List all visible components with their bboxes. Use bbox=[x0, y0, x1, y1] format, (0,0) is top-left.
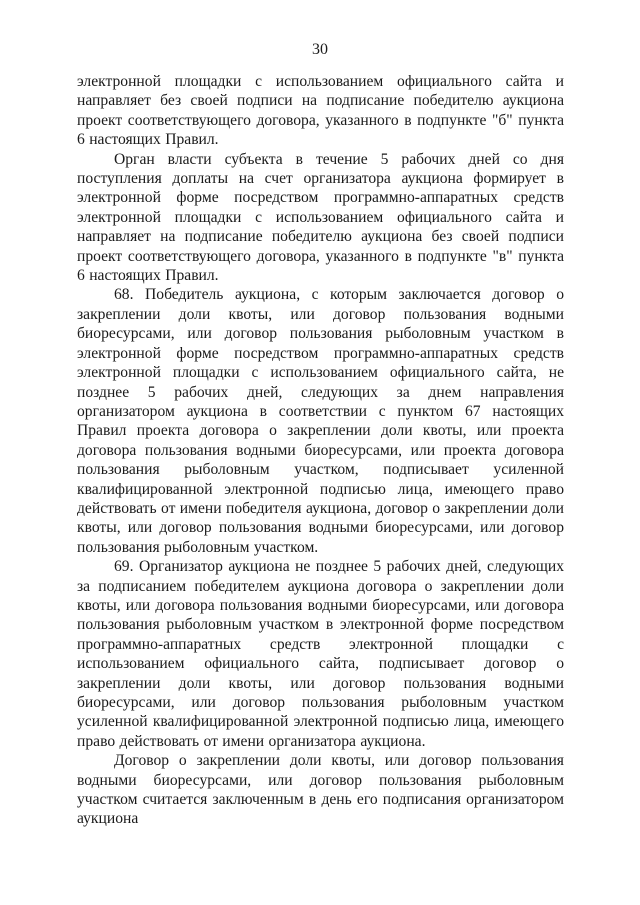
page-number: 30 bbox=[312, 41, 328, 58]
paragraph-clause-68: 68. Победитель аукциона, с которым заключается договор о закреплении доли квоты, или договор пользования водными биоресурсами, или договор пользования рыболовным участком в электронной форме посредством программно-аппаратных средств электронной площадки с использованием официального сайта, не позднее 5 рабочих дней, следующих за днем направления организатором аукциона в соответствии с пунктом 67 настоящих Правил проекта договора о закреплении доли квоты, или проекта договора пользования водными биоресурсами, или проекта договора пользования рыболовным участком, подписывает усиленной квалифицированной электронной подписью лица, имеющего право действовать от имени победителя аукциона, договор о закреплении доли квоты, или договор пользования водными биоресурсами, или договор пользования рыболовным участком. bbox=[77, 286, 565, 556]
paragraph-clause-69: 69. Организатор аукциона не позднее 5 рабочих дней, следующих за подписанием победителем аукциона договора о закреплении доли квоты, или договора пользования водными биоресурсами, или договора пользования рыболовным участком в электронной форме посредством программно-аппаратных средств электронной площадки с использованием официального сайта, подписывает договор о закреплении доли квоты, или договор пользования водными биоресурсами, или договор пользования рыболовным участком усиленной квалифицированной электронной подписью лица, имеющего право действовать от имени организатора аукциона. bbox=[77, 558, 564, 750]
paragraph-regional-authority: Орган власти субъекта в течение 5 рабочих дней со дня поступления доплаты на счет организатора аукциона формирует в электронной форме посредством программно-аппаратных средств электронной площадки с использованием официального сайта и направляет на подписание победителю аукциона без своей подписи проект соответствующего договора, указанного в подпункте "в" пункта 6 настоящих Правил. bbox=[77, 150, 564, 285]
paragraph-contract-concluded: Договор о закреплении доли квоты, или договор пользования водными биоресурсами, или договор пользования рыболовным участком считается заключенным в день его подписания организатором аукциона bbox=[77, 752, 564, 828]
document-body bbox=[77, 72, 564, 829]
paragraph-continuation: электронной площадки с использованием официального сайта и направляет без своей подписи на подписание победителю аукциона проект соответствующего договора, указанного в подпункте "б" пункта 6 настоящих Правил. bbox=[77, 73, 564, 149]
